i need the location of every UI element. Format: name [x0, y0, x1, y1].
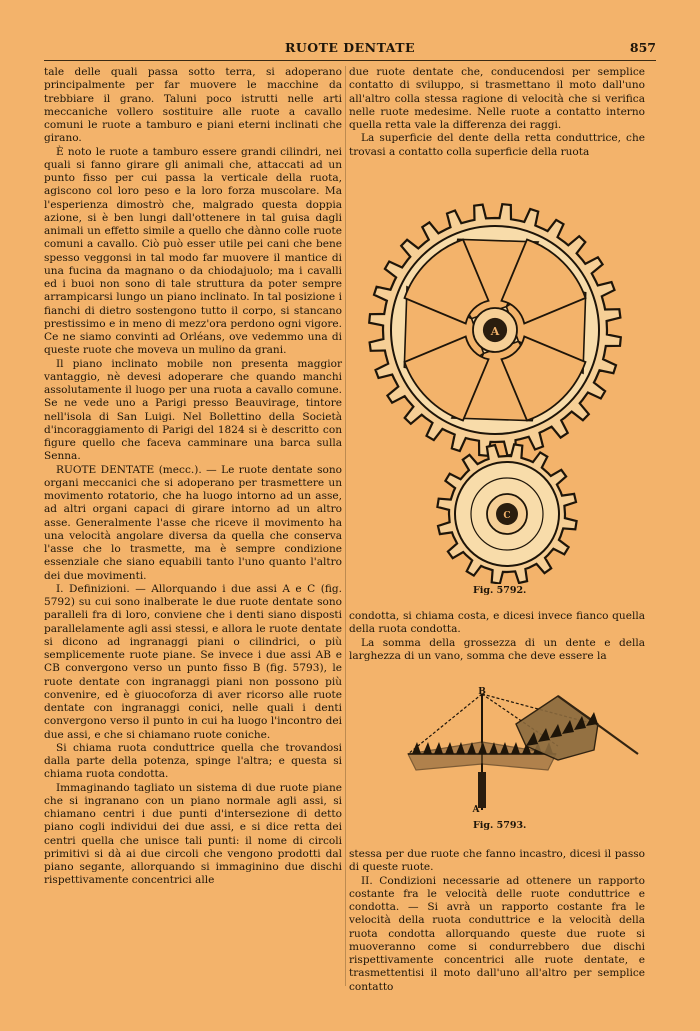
paragraph: condotta, si chiama costa, e dicesi invece fianco quella della ruota condotta. — [349, 610, 645, 636]
axis-label-c: C — [503, 511, 511, 521]
left-column — [44, 66, 342, 888]
paragraph: Immaginando tagliato un sistema di due ruote piane che si ingranano con un piano normale agli assi, si chiamano centri i due punti d'intersezione di detto piano cogli individui dei due assi, e si dice retta dei centri quella che unisce tali punti: il nome di circoli primitivi si dà ai due circoli che vengono prodotti dal piano segante, allorquando si immaginino due dischi rispettivamente concentrici alle — [44, 781, 342, 887]
paragraph: La somma della grossezza di un dente e della larghezza di un vano, somma che deve essere la — [349, 636, 645, 662]
point-label-b: B — [478, 687, 486, 697]
paragraph: Si chiama ruota conduttrice quella che trovandosi dalla parte della potenza, spinge l'altra; e questa si chiama ruota condotta. — [44, 741, 342, 781]
page-header — [44, 40, 656, 60]
right-column-bottom — [349, 848, 645, 994]
figure-bevel-gears — [398, 684, 646, 814]
figure-caption: Fig. 5793. — [473, 820, 527, 831]
point-label-a: A — [472, 805, 480, 814]
page-number: 857 — [629, 40, 656, 55]
right-column-top — [349, 66, 645, 159]
paragraph: Il piano inclinato mobile non presenta maggior vantaggio, nè devesi adoperare che quando manchi assolutamente il luogo per una ruota a cavallo comune. Se ne vede uno a Parigi presso Beauvirage, tintore nell'isola di San Luigi. Nel Bollettino della Società d'incoraggiamento di Parigi del 1824 si è descritto con figure quello che faceva camminare una barca sulla Senna. — [44, 357, 342, 463]
header-rule — [44, 60, 656, 61]
axis-label-a: A — [490, 325, 500, 338]
figure-spur-gears — [360, 196, 630, 584]
column-divider — [345, 66, 346, 986]
paragraph: È noto le ruote a tamburo essere grandi cilindri, nei quali si fanno girare gli animali che, attaccati ad un punto fisso per cui passa la verticale della ruota, agiscono col loro peso e la loro forza muscolare. Ma l'esperienza dimostrò che, malgrado questa doppia azione, si è ben lungi dall'ottenere in tal guisa dagli animali un effetto simile a quello che dànno colle ruote comuni a cavallo. Ciò può esser utile pei cani che bene spesso veggonsi in tal modo far muovere il mantice di una fucina da magnano o da chiodajuolo; ma i cavalli ed i buoi non sono di tale struttura da poter sempre arrampicarsi lungo un piano inclinato. In tal posizione i fianchi di dietro sostengono tutto il corpo, si stancano prestissimo e in meno di mezz'ora perdono ogni vigore. Ce ne siamo convinti ad Orléans, ove vedemmo una di queste ruote che moveva un mulino da grani. — [44, 145, 342, 357]
paragraph: stessa per due ruote che fanno incastro, dicesi il passo di queste ruote. — [349, 848, 645, 874]
paragraph: tale delle quali passa sotto terra, si adoperano principalmente per far muovere le macchine da trebbiare il grano. Taluni poco istrutti nelle arti meccaniche vollero sostituire alle ruote a cavallo comuni le ruote a tamburo e piani eterni inclinati che girano. — [44, 66, 342, 145]
paragraph: II. Condizioni necessarie ad ottenere un rapporto costante fra le velocità delle ruote conduttrice e condotta. — Si avrà un rapporto costante fra le velocità della ruota conduttrice e la velocità della ruota condotta allorquando queste due ruote si muoveranno come si condurrebbero due dischi rispettivamente concentrici alle ruote dentate, e trasmettentisi il moto dall'uno all'altro per semplice contatto — [349, 874, 645, 993]
right-column-middle — [349, 610, 645, 663]
paragraph: I. Definizioni. — Allorquando i due assi A e C (fig. 5792) su cui sono inalberate le due ruote dentate sono paralleli fra di loro, conviene che i denti siano disposti parallelamente agli assi stessi, e allora le ruote dentate si dicono ad ingranaggi piani o cilindrici, o più semplicemente ruote piane. Se invece i due assi AB e CB convergono verso un punto fisso B (fig. 5793), le ruote dentate con ingranaggi piani non possono più convenire, ed è giuocoforza di aver ricorso alle ruote dentate con ingranaggi conici, nelle quali i denti convergono verso il punto in cui ha luogo l'incontro dei due assi, e che si chiamano ruote coniche. — [44, 582, 342, 741]
running-title: RUOTE DENTATE — [284, 40, 416, 55]
figure-caption: Fig. 5792. — [473, 585, 527, 596]
paragraph: La superficie del dente della retta conduttrice, che trovasi a contatto colla superficie della ruota — [349, 132, 645, 158]
paragraph: due ruote dentate che, conducendosi per semplice contatto di sviluppo, si trasmettano il moto dall'uno all'altro colla stessa ragione di velocità che si verifica nelle ruote medesime. Nelle ruote a contatto interno quella retta vale la differenza dei raggi. — [349, 66, 645, 131]
paragraph: RUOTE DENTATE (mecc.). — Le ruote dentate sono organi meccanici che si adoperano per trasmettere un movimento rotatorio, che ha luogo intorno ad un asse, ad altri organi capaci di girare intorno ad un altro asse. Generalmente l'asse che riceve il movimento ha una velocità angolare diversa da quella che conserva l'asse che lo trasmette, ma è sempre condizione essenziale che siano equabili tanto l'uno quanto l'altro dei due movimenti. — [44, 463, 342, 582]
